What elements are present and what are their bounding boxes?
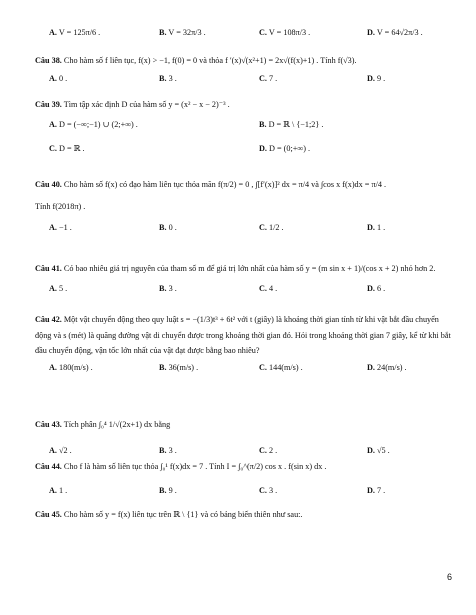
q39-options-row2 xyxy=(35,144,456,158)
q41-option-c[interactable]: C. 4 . xyxy=(259,284,278,294)
q38-option-b[interactable]: B. 3 . xyxy=(159,74,177,84)
q41-option-a[interactable]: A. 5 . xyxy=(49,284,68,294)
q42-option-a[interactable]: A. 180(m/s) . xyxy=(49,362,93,372)
q40-stem: Câu 40. Cho hàm số f(x) có đạo hàm liên tục thỏa mãn f(π/2) = 0 , ∫[f′(x)]² dx = π/4 và ∫cos x f(x)dx = π/4 . xyxy=(35,180,387,189)
q44-option-b[interactable]: B. 9 . xyxy=(159,486,177,496)
q40-option-b[interactable]: B. 0 . xyxy=(159,222,177,232)
q40-block xyxy=(35,180,456,237)
q44-stem: Câu 44. Cho f là hàm số liên tục thỏa ∫₀¹ f(x)dx = 7 . Tính I = ∫₀^(π/2) cos x . f(sin x) dx . xyxy=(35,462,327,471)
page-number: 6 xyxy=(446,571,452,582)
q40-options xyxy=(35,223,456,237)
q45-block xyxy=(35,510,456,520)
q44-options xyxy=(35,486,456,500)
q43-stem: Câu 43. Tích phân ∫₀⁴ 1/√(2x+1) dx bằng xyxy=(35,420,171,429)
q38-option-a[interactable]: A. 0 . xyxy=(49,74,68,84)
q44-option-d[interactable]: D. 7 . xyxy=(367,486,386,496)
q39-option-d[interactable]: D. D = (0;+∞) . xyxy=(259,144,311,154)
q45-stem: Câu 45. Cho hàm số y = f(x) liên tục trên ℝ \ {1} và có bảng biến thiên như sau:. xyxy=(35,510,303,519)
q39-options-row1 xyxy=(35,120,456,134)
q43-option-d[interactable]: D. √5 . xyxy=(367,446,390,456)
q37-option-c[interactable]: C. V = 108π/3 . xyxy=(259,28,311,37)
q38-stem: Câu 38. Cho hàm số f liên tục, f(x) > −1, f(0) = 0 và thỏa f ′(x)√(x²+1) = 2x√(f(x)+1) . Tính f(√3). xyxy=(35,56,357,65)
q38-option-d[interactable]: D. 9 . xyxy=(367,74,386,84)
q43-option-c[interactable]: C. 2 . xyxy=(259,446,278,456)
q40-option-c[interactable]: C. 1/2 . xyxy=(259,222,284,232)
q41-option-b[interactable]: B. 3 . xyxy=(159,284,177,294)
q44-option-a[interactable]: A. 1 . xyxy=(49,486,68,496)
q39-block xyxy=(35,100,456,158)
q43-block xyxy=(35,420,456,460)
q39-stem: Câu 39. Tìm tập xác định D của hàm số y = (x² − x − 2)⁻³ . xyxy=(35,100,230,109)
q37-option-a[interactable]: A. V = 125π/6 . xyxy=(49,28,101,37)
q37-block xyxy=(35,28,456,42)
q42-option-b[interactable]: B. 36(m/s) . xyxy=(159,362,199,372)
q43-options xyxy=(35,446,456,460)
q42-stem: Câu 42. Một vật chuyển động theo quy luật s = −(1/3)t³ + 6t² với t (giây) là khoảng thời gian tính từ khi vật bắt đầu chuyển động và s (mét) là quãng đường vật di chuyển được trong khoảng thời gian đó. Hỏi trong khoảng thời gian 7 giây, kể từ khi bắt đầu chuyển động, vận tốc lớn nhất của vật đạt được bằng bao nhiêu? xyxy=(35,315,451,356)
q40-stem-line2: Tính f(2018π) . xyxy=(35,202,86,212)
q38-options xyxy=(35,74,456,88)
q38-option-c[interactable]: C. 7 . xyxy=(259,74,278,84)
q41-options xyxy=(35,284,456,298)
q42-option-c[interactable]: C. 144(m/s) . xyxy=(259,362,303,372)
q44-block xyxy=(35,462,456,500)
q37-options xyxy=(35,28,456,42)
q41-stem: Câu 41. Có bao nhiêu giá trị nguyên của tham số m để giá trị lớn nhất của hàm số y = (m sin x + 1)/(cos x + 2) nhỏ hơn 2. xyxy=(35,264,436,273)
q39-option-b[interactable]: B. D = ℝ \ {−1;2} . xyxy=(259,120,324,130)
q41-option-d[interactable]: D. 6 . xyxy=(367,284,386,294)
q42-option-d[interactable]: D. 24(m/s) . xyxy=(367,362,407,372)
q38-block xyxy=(35,56,456,88)
q42-options xyxy=(35,363,456,377)
q37-option-b[interactable]: B. V = 32π/3 . xyxy=(159,28,206,37)
q44-option-c[interactable]: C. 3 . xyxy=(259,486,278,496)
q40-option-d[interactable]: D. 1 . xyxy=(367,222,386,232)
q39-option-a[interactable]: A. D = (−∞;−1) ∪ (2;+∞) . xyxy=(49,120,138,130)
q42-block xyxy=(35,312,456,377)
q41-block xyxy=(35,264,456,298)
q40-option-a[interactable]: A. −1 . xyxy=(49,222,72,232)
q43-option-a[interactable]: A. √2 . xyxy=(49,446,72,456)
q39-option-c[interactable]: C. D = ℝ . xyxy=(49,144,85,154)
q37-option-d[interactable]: D. V = 64√2π/3 . xyxy=(367,28,423,37)
q43-option-b[interactable]: B. 3 . xyxy=(159,446,177,456)
